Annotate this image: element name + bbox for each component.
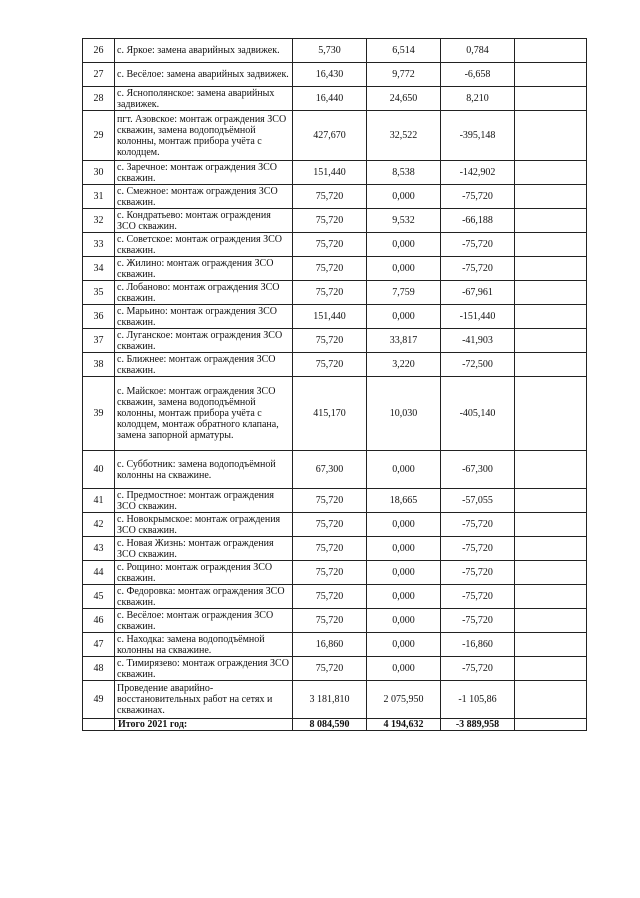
row-fact-value: 0,000 [367,657,441,681]
row-number: 34 [83,257,115,281]
row-note-cell [515,209,587,233]
row-description: с. Весёлое: замена аварийных задвижек. [115,63,293,87]
row-note-cell [515,39,587,63]
table-row [83,257,587,281]
row-plan-value: 67,300 [293,451,367,489]
row-description: с. Новокрымское: монтаж ограждения ЗСО скважин. [115,513,293,537]
row-fact-value: 8,538 [367,161,441,185]
row-note-cell [515,185,587,209]
row-number: 27 [83,63,115,87]
row-fact-value: 0,000 [367,451,441,489]
row-number: 40 [83,451,115,489]
row-plan-value: 75,720 [293,537,367,561]
works-table [82,38,587,731]
row-fact-value: 9,532 [367,209,441,233]
row-description: с. Яснополянское: замена аварийных задвижек. [115,87,293,111]
table-row [83,305,587,329]
row-fact-value: 0,000 [367,561,441,585]
row-difference-value: -75,720 [441,609,515,633]
row-description: с. Предмостное: монтаж ограждения ЗСО скважин. [115,489,293,513]
total-note-cell [515,719,587,731]
table-row [83,489,587,513]
row-note-cell [515,633,587,657]
table-row [83,513,587,537]
row-plan-value: 3 181,810 [293,681,367,719]
row-fact-value: 0,000 [367,185,441,209]
table-row [83,633,587,657]
row-plan-value: 75,720 [293,609,367,633]
row-fact-value: 24,650 [367,87,441,111]
total-number-cell [83,719,115,731]
row-note-cell [515,489,587,513]
row-note-cell [515,585,587,609]
works-table-body [83,39,587,731]
table-row [83,63,587,87]
row-description: с. Марьино: монтаж ограждения ЗСО скважин. [115,305,293,329]
table-row [83,681,587,719]
row-plan-value: 151,440 [293,161,367,185]
row-number: 43 [83,537,115,561]
row-number: 31 [83,185,115,209]
row-difference-value: -6,658 [441,63,515,87]
row-note-cell [515,305,587,329]
row-difference-value: 8,210 [441,87,515,111]
row-number: 46 [83,609,115,633]
total-fact-value: 4 194,632 [367,719,441,731]
row-number: 45 [83,585,115,609]
row-number: 30 [83,161,115,185]
row-plan-value: 16,860 [293,633,367,657]
row-description: пгт. Азовское: монтаж ограждения ЗСО скважин, замена водоподъёмной колонны, монтаж прибора учёта с колодцем. [115,111,293,161]
row-number: 32 [83,209,115,233]
row-note-cell [515,161,587,185]
row-description: с. Ближнее: монтаж ограждения ЗСО скважин. [115,353,293,377]
row-fact-value: 0,000 [367,305,441,329]
row-description: с. Советское: монтаж ограждения ЗСО скважин. [115,233,293,257]
row-number: 33 [83,233,115,257]
row-description: с. Федоровка: монтаж ограждения ЗСО скважин. [115,585,293,609]
row-plan-value: 75,720 [293,489,367,513]
row-description: с. Заречное: монтаж ограждения ЗСО скважин. [115,161,293,185]
row-description: Проведение аварийно-восстановительных работ на сетях и скважинах. [115,681,293,719]
row-description: с. Майское: монтаж ограждения ЗСО скважин, замена водоподъёмной колонны, монтаж прибора учёта с колодцем, монтаж обратного клапана, замена запорной арматуры. [115,377,293,451]
row-number: 28 [83,87,115,111]
row-note-cell [515,657,587,681]
row-plan-value: 75,720 [293,329,367,353]
row-number: 36 [83,305,115,329]
row-plan-value: 75,720 [293,657,367,681]
row-note-cell [515,63,587,87]
row-note-cell [515,111,587,161]
row-difference-value: -75,720 [441,513,515,537]
table-row [83,657,587,681]
total-plan-value: 8 084,590 [293,719,367,731]
row-plan-value: 75,720 [293,353,367,377]
table-row [83,585,587,609]
row-note-cell [515,681,587,719]
row-fact-value: 18,665 [367,489,441,513]
table-row [83,451,587,489]
row-plan-value: 75,720 [293,585,367,609]
row-note-cell [515,257,587,281]
row-fact-value: 6,514 [367,39,441,63]
row-note-cell [515,609,587,633]
row-number: 49 [83,681,115,719]
row-description: с. Весёлое: монтаж ограждения ЗСО скважин. [115,609,293,633]
row-description: с. Новая Жизнь: монтаж ограждения ЗСО скважин. [115,537,293,561]
row-fact-value: 0,000 [367,537,441,561]
row-plan-value: 16,440 [293,87,367,111]
row-fact-value: 0,000 [367,585,441,609]
row-fact-value: 0,000 [367,513,441,537]
row-difference-value: -75,720 [441,537,515,561]
row-note-cell [515,561,587,585]
row-difference-value: -75,720 [441,257,515,281]
row-fact-value: 33,817 [367,329,441,353]
row-number: 29 [83,111,115,161]
total-difference-value: -3 889,958 [441,719,515,731]
row-difference-value: -1 105,86 [441,681,515,719]
row-number: 39 [83,377,115,451]
row-plan-value: 75,720 [293,281,367,305]
row-fact-value: 0,000 [367,233,441,257]
row-difference-value: -57,055 [441,489,515,513]
row-note-cell [515,233,587,257]
row-fact-value: 9,772 [367,63,441,87]
table-row [83,209,587,233]
row-note-cell [515,87,587,111]
row-note-cell [515,513,587,537]
row-fact-value: 2 075,950 [367,681,441,719]
row-note-cell [515,329,587,353]
row-difference-value: -41,903 [441,329,515,353]
row-description: с. Рощино: монтаж ограждения ЗСО скважин. [115,561,293,585]
table-row [83,377,587,451]
row-number: 44 [83,561,115,585]
row-plan-value: 415,170 [293,377,367,451]
row-description: с. Луганское: монтаж ограждения ЗСО скважин. [115,329,293,353]
row-plan-value: 427,670 [293,111,367,161]
row-fact-value: 0,000 [367,609,441,633]
row-plan-value: 75,720 [293,513,367,537]
row-number: 41 [83,489,115,513]
row-description: с. Лобаново: монтаж ограждения ЗСО скважин. [115,281,293,305]
row-plan-value: 151,440 [293,305,367,329]
row-plan-value: 75,720 [293,233,367,257]
row-difference-value: -75,720 [441,657,515,681]
table-row [83,281,587,305]
table-row [83,233,587,257]
row-description: с. Субботник: замена водоподъёмной колонны на скважине. [115,451,293,489]
row-description: с. Смежное: монтаж ограждения ЗСО скважин. [115,185,293,209]
table-row [83,537,587,561]
total-label: Итого 2021 год: [115,719,293,731]
table-row [83,609,587,633]
total-row [83,719,587,731]
row-difference-value: -75,720 [441,585,515,609]
row-plan-value: 16,430 [293,63,367,87]
table-row [83,561,587,585]
row-difference-value: -67,961 [441,281,515,305]
row-number: 37 [83,329,115,353]
row-difference-value: -75,720 [441,185,515,209]
row-difference-value: -67,300 [441,451,515,489]
row-fact-value: 32,522 [367,111,441,161]
row-number: 26 [83,39,115,63]
table-row [83,161,587,185]
table-row [83,185,587,209]
row-description: с. Яркое: замена аварийных задвижек. [115,39,293,63]
row-fact-value: 3,220 [367,353,441,377]
row-number: 35 [83,281,115,305]
row-number: 42 [83,513,115,537]
row-plan-value: 75,720 [293,561,367,585]
row-difference-value: -16,860 [441,633,515,657]
row-difference-value: -72,500 [441,353,515,377]
row-fact-value: 10,030 [367,377,441,451]
row-description: с. Кондратьево: монтаж ограждения ЗСО скважин. [115,209,293,233]
row-number: 48 [83,657,115,681]
row-description: с. Находка: замена водоподъёмной колонны на скважине. [115,633,293,657]
row-plan-value: 75,720 [293,209,367,233]
row-note-cell [515,537,587,561]
row-difference-value: -66,188 [441,209,515,233]
row-plan-value: 5,730 [293,39,367,63]
row-fact-value: 0,000 [367,633,441,657]
row-note-cell [515,353,587,377]
row-fact-value: 0,000 [367,257,441,281]
row-number: 38 [83,353,115,377]
row-plan-value: 75,720 [293,185,367,209]
row-difference-value: -142,902 [441,161,515,185]
row-difference-value: -395,148 [441,111,515,161]
row-difference-value: 0,784 [441,39,515,63]
row-difference-value: -75,720 [441,561,515,585]
table-row [83,353,587,377]
table-row [83,329,587,353]
row-difference-value: -75,720 [441,233,515,257]
table-row [83,87,587,111]
row-difference-value: -405,140 [441,377,515,451]
table-row [83,39,587,63]
row-note-cell [515,281,587,305]
row-note-cell [515,377,587,451]
row-fact-value: 7,759 [367,281,441,305]
row-description: с. Жилино: монтаж ограждения ЗСО скважин. [115,257,293,281]
row-plan-value: 75,720 [293,257,367,281]
row-note-cell [515,451,587,489]
row-description: с. Тимирязево: монтаж ограждения ЗСО скважин. [115,657,293,681]
row-number: 47 [83,633,115,657]
table-row [83,111,587,161]
row-difference-value: -151,440 [441,305,515,329]
